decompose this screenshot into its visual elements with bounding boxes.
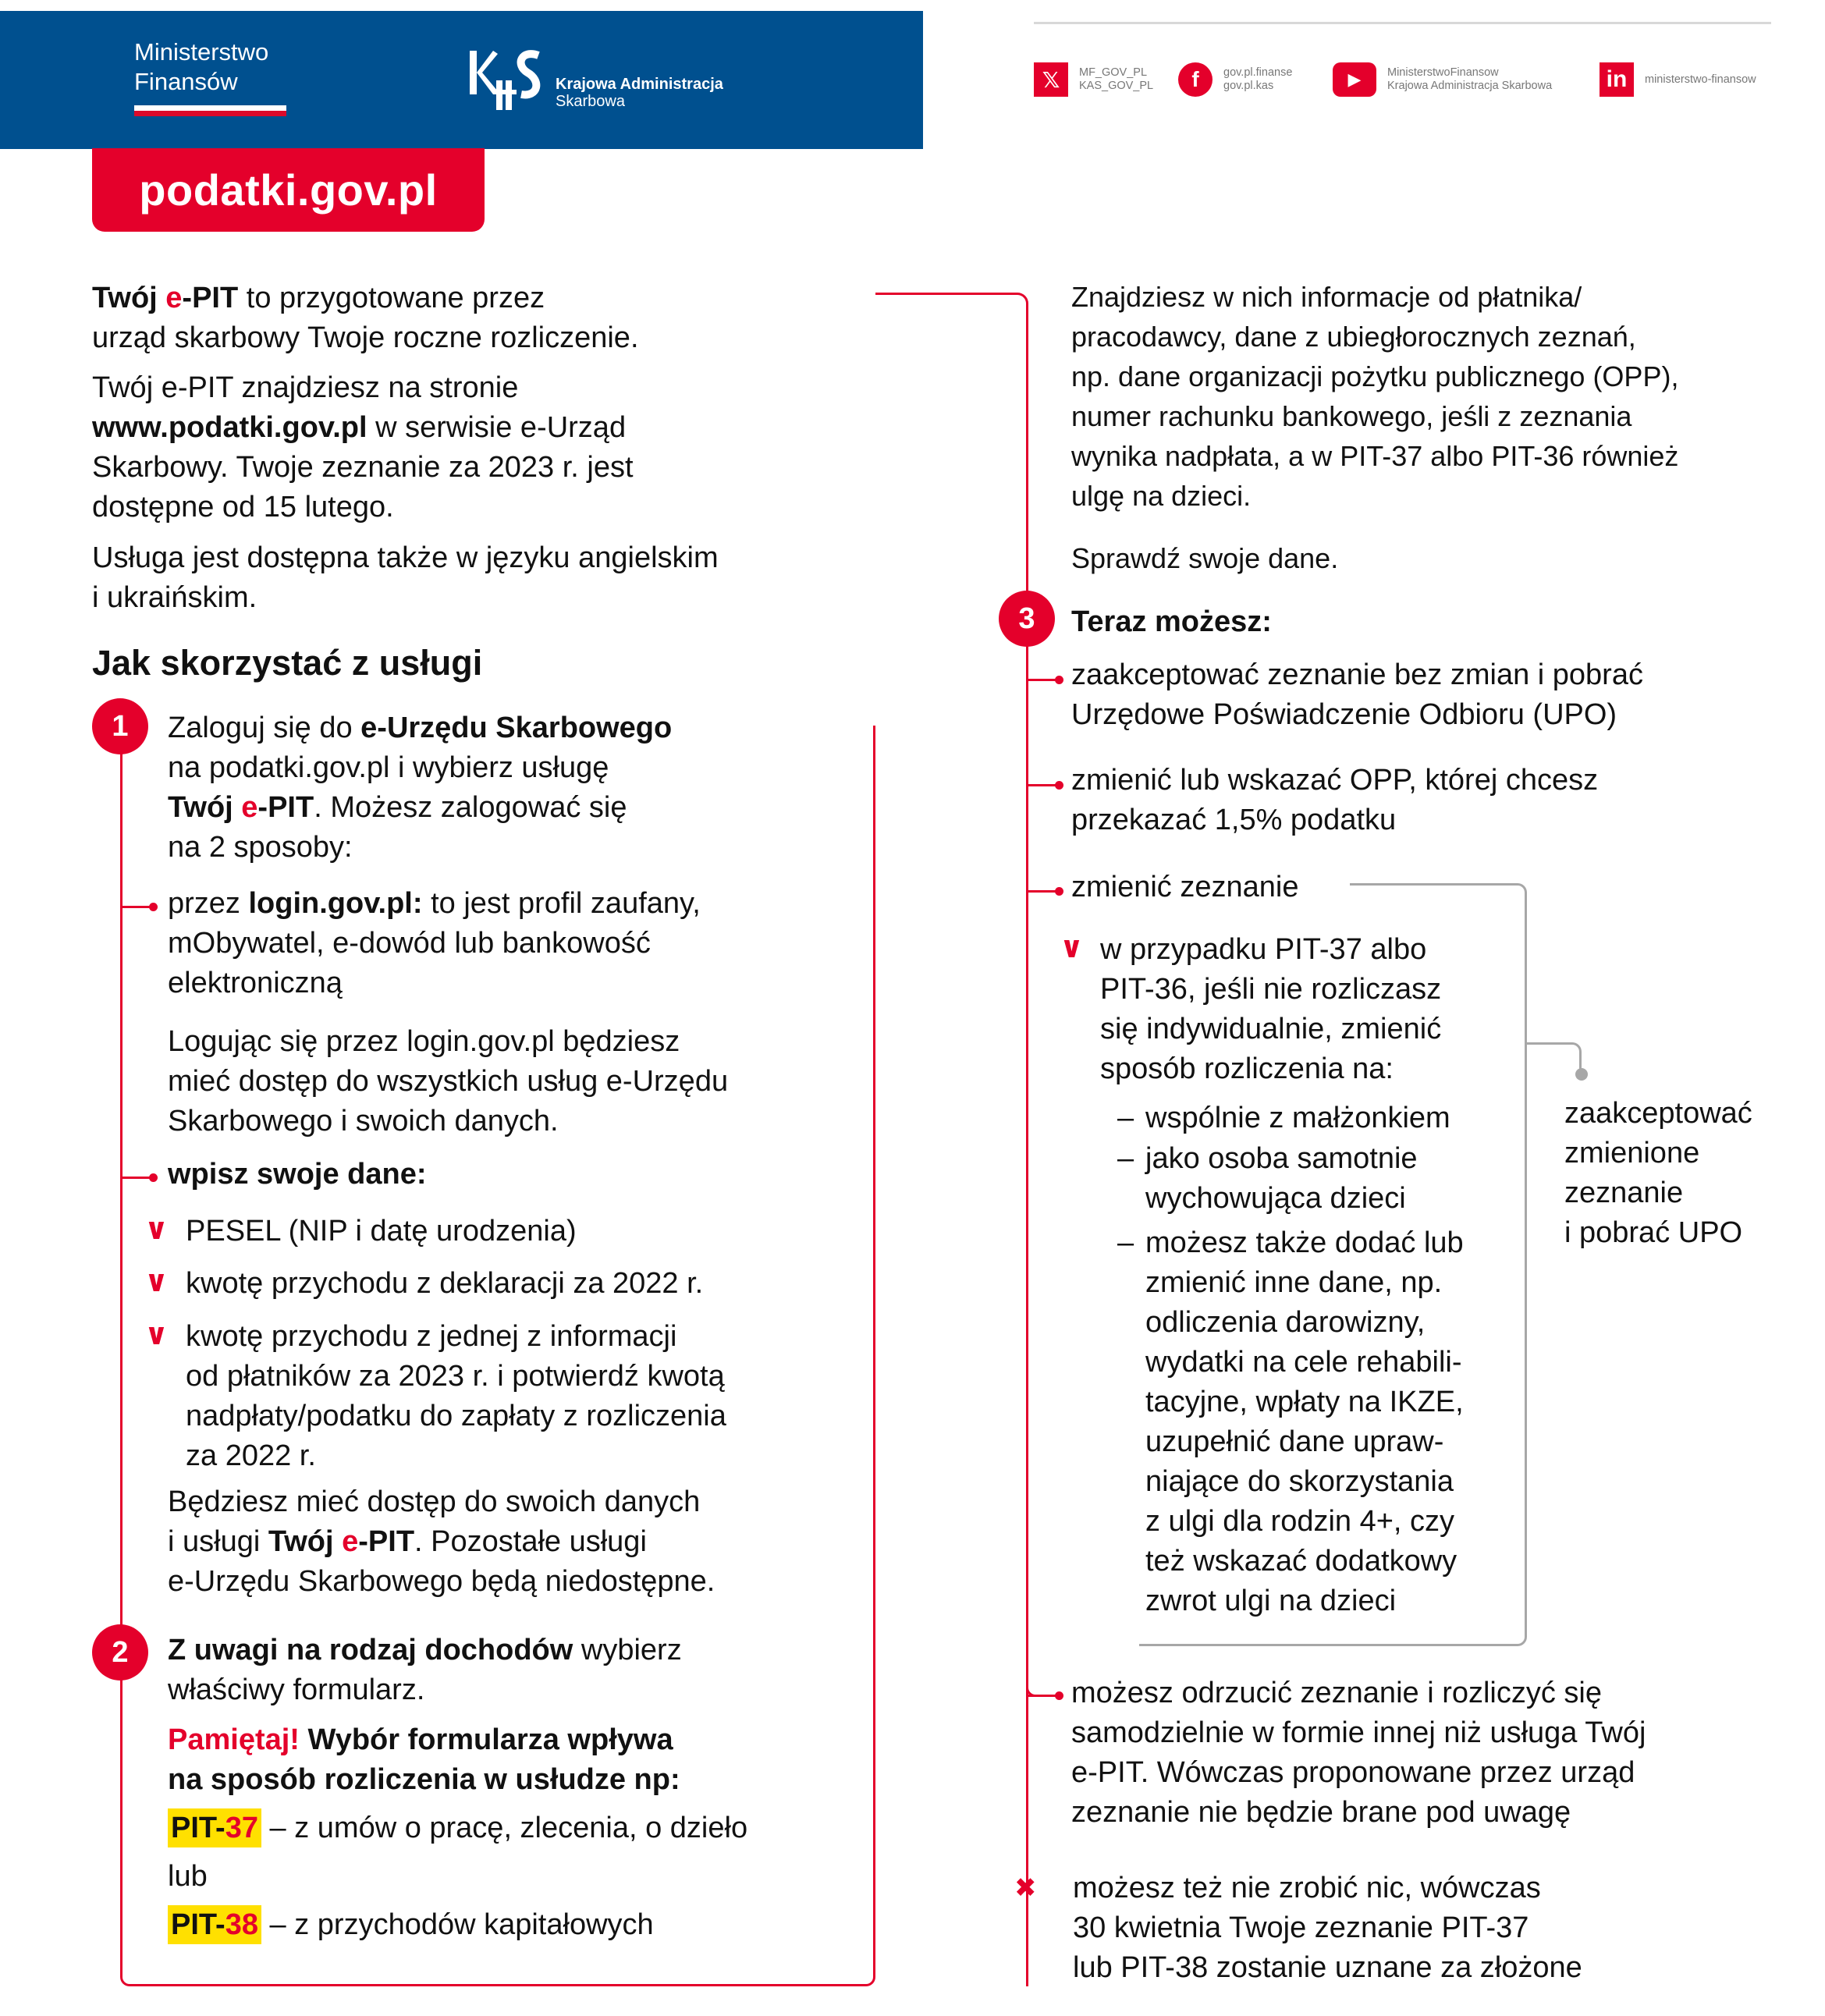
pit-37-badge: PIT-37 — [168, 1808, 261, 1847]
x-icon: 𝕏 — [1034, 62, 1068, 97]
step-1-line — [120, 754, 122, 1636]
data-option-label: wpisz swoje dane: — [168, 1158, 427, 1191]
final-branch-curve — [1026, 1670, 1043, 1697]
check-item: PESEL (NIP i datę urodzenia) — [186, 1215, 577, 1248]
remember-note: Pamiętaj! Wybór formularza wpływa na sposób rozliczenia w usłudze np: — [168, 1723, 680, 1796]
option-opp: zmienić lub wskazać OPP, której chcesz przekazać 1,5% podatku — [1071, 764, 1599, 836]
step-1-badge: 1 — [92, 698, 148, 754]
branch-dot-icon — [1028, 679, 1058, 681]
social-linkedin[interactable]: in ministerstwo-finansow — [1600, 61, 1756, 98]
branch-dot-icon — [1028, 1695, 1058, 1697]
intro-paragraph-1: Twój e-PIT to przygotowane przez urząd skarbowy Twoje roczne rozliczenie. — [92, 282, 639, 354]
check-item: kwotę przychodu z jednej z informacji od płatników za 2023 r. i potwierdź kwotą nadpłaty/podatku do zapłaty z rozliczenia za 2022 r. — [186, 1320, 726, 1472]
dash-icon: – — [1117, 1142, 1134, 1175]
branch-dot-icon — [122, 906, 152, 908]
check-icon: ∨ — [144, 1265, 169, 1298]
podatki-url: www.podatki.gov.pl — [92, 411, 367, 444]
change-option: możesz także dodać lub zmienić inne dane, np. odliczenia darowizny, wydatki na cele rehabili- tacyjne, wpłaty na IKZE, uzupełnić dane upraw- niające do skorzystania z ulgi dla rodzin 4+, czy też wskazać dodatkowy zwrot ulgi na dzieci — [1145, 1226, 1464, 1617]
check-data-note: Sprawdź swoje dane. — [1071, 542, 1339, 574]
step-3-heading: Teraz możesz: — [1071, 605, 1272, 638]
ministry-name-line2: Finansów — [134, 68, 238, 95]
podatki-gov-link[interactable]: podatki.gov.pl — [92, 148, 485, 232]
connector-dot-icon — [1575, 1068, 1588, 1081]
social-facebook[interactable]: f gov.pl.finanse gov.pl.kas — [1178, 61, 1292, 98]
facebook-icon: f — [1178, 62, 1213, 97]
check-icon: ∨ — [1060, 932, 1084, 964]
change-option: wspólnie z małżonkiem — [1145, 1102, 1450, 1134]
change-option: jako osoba samotnie wychowująca dzieci — [1145, 1142, 1418, 1215]
kas-logo-icon — [467, 49, 552, 112]
step-1-text: Zaloguj się do e-Urzędu Skarbowego na podatki.gov.pl i wybierz usługę Twój e-PIT. Możesz zalogować się na 2 sposoby: — [168, 712, 673, 864]
ministry-logo — [134, 37, 268, 97]
intro-paragraph-2: Twój e-PIT znajdziesz na stronie www.podatki.gov.pl w serwisie e-Urząd Skarbowy. Twoje zeznanie za 2023 r. jest dostępne od 15 lutego. — [92, 371, 634, 524]
check-item: kwotę przychodu z deklaracji za 2022 r. — [186, 1267, 704, 1300]
ministry-name-line1: Ministerstwo — [134, 38, 269, 66]
divider — [1034, 22, 1771, 24]
right-connector-line — [875, 293, 1028, 1986]
linkedin-icon: in — [1600, 62, 1634, 97]
form-pit38: PIT-38 – z przychodów kapitałowych — [168, 1905, 654, 1945]
youtube-icon: ▶ — [1333, 62, 1376, 97]
info-paragraph: Znajdziesz w nich informacje od płatnika/ pracodawcy, dane z ubiegłorocznych zeznań, np. dane organizacji pożytku publicznego (OPP), numer rachunku bankowego, jeśli z zeznania wynika nadpłata, a w PIT-37 albo PIT-36 również ulgę na dzieci. — [1071, 281, 1679, 512]
form-pit37: PIT-37 – z umów o pracę, zlecenia, o dzieło — [168, 1808, 747, 1848]
step-2-badge: 2 — [92, 1624, 148, 1681]
option-nothing: możesz też nie zrobić nic, wówczas 30 kwietnia Twoje zeznanie PIT-37 lub PIT-38 zostanie uznane za złożone — [1073, 1872, 1582, 1984]
polish-flag-icon — [134, 105, 286, 116]
intro-paragraph-3: Usługa jest dostępna także w języku angielskim i ukraińskim. — [92, 541, 719, 614]
check-icon: ∨ — [144, 1319, 169, 1351]
change-details: w przypadku PIT-37 albo PIT-36, jeśli nie rozliczasz się indywidualnie, zmienić sposób rozliczenia na: — [1100, 933, 1442, 1085]
change-bracket-bottom — [1139, 1644, 1350, 1646]
step-3-badge: 3 — [999, 591, 1055, 647]
dash-icon: – — [1117, 1226, 1134, 1259]
cross-icon: ✖ — [1014, 1873, 1037, 1903]
accept-changed-connector — [1527, 1042, 1582, 1075]
pit-38-badge: PIT-38 — [168, 1905, 261, 1944]
section-heading: Jak skorzystać z usługi — [92, 643, 483, 683]
option-accept: zaakceptować zeznanie bez zmian i pobrać Urzędowe Poświadczenie Odbioru (UPO) — [1071, 658, 1643, 731]
option-reject: możesz odrzucić zeznanie i rozliczyć się samodzielnie w formie innej niż usługa Twój e-PIT. Wówczas proponowane przez urząd zeznanie nie będzie brane pod uwagę — [1071, 1677, 1646, 1829]
login-option: przez login.gov.pl: to jest profil zaufany, mObywatel, e-dowód lub bankowość elektroniczną — [168, 887, 701, 999]
dash-icon: – — [1117, 1102, 1134, 1134]
check-icon: ∨ — [144, 1213, 169, 1246]
branch-dot-icon — [1028, 784, 1058, 786]
branch-dot-icon — [1028, 890, 1058, 893]
kas-name: Krajowa Administracja Skarbowa — [556, 76, 723, 110]
step-2-text: Z uwagi na rodzaj dochodów wybierz właściwy formularz. — [168, 1634, 682, 1706]
option-change: zmienić zeznanie — [1071, 871, 1299, 903]
social-x[interactable]: 𝕏 MF_GOV_PL KAS_GOV_PL — [1034, 61, 1153, 98]
accept-changed-text: zaakceptować zmienione zeznanie i pobrać UPO — [1564, 1097, 1752, 1249]
social-youtube[interactable]: ▶ MinisterstwoFinansow Krajowa Administracja Skarbowa — [1333, 61, 1552, 98]
branch-dot-icon — [122, 1177, 152, 1179]
login-option-note: Logując się przez login.gov.pl będziesz mieć dostęp do wszystkich usług e-Urzędu Skarbowego i swoich danych. — [168, 1025, 729, 1138]
data-option-note: Będziesz mieć dostęp do swoich danych i usługi Twój e-PIT. Pozostałe usługi e-Urzędu Skarbowego będą niedostępne. — [168, 1485, 715, 1598]
or-label: lub — [168, 1860, 208, 1893]
